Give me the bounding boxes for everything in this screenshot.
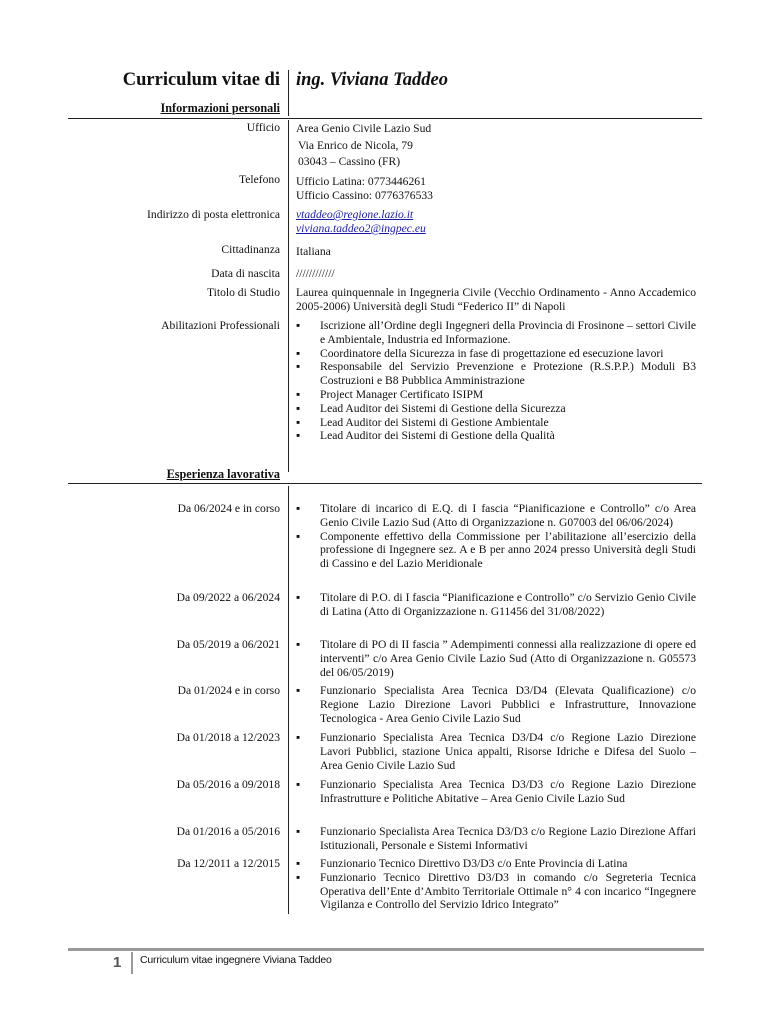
- footer-separator: [131, 952, 133, 974]
- email-link-regione[interactable]: vtaddeo@regione.lazio.it: [296, 208, 414, 221]
- experience-period: Da 01/2024 e in corso: [177, 684, 280, 697]
- abilitazione-item: [296, 347, 696, 361]
- experience-entry: [296, 638, 696, 679]
- section-title-experience: Esperienza lavorativa: [166, 467, 280, 481]
- ufficio-line: Via Enrico de Nicola, 79: [298, 138, 413, 152]
- experience-item-text: Titolare di incarico di E.Q. di I fascia “Pianificazione e Controllo” c/o Area Genio Civile Lazio Sud (Atto di Organizzazione n. G07003 del 06/06/2024): [320, 502, 696, 529]
- experience-item-text: Titolare di P.O. di I fascia “Pianificazione e Controllo” c/o Servizio Genio Civile di Latina (Atto di Organizzazione n. G11456 del 31/08/2022): [320, 591, 696, 618]
- experience-item: [296, 778, 696, 806]
- label-email: Indirizzo di posta elettronica: [147, 208, 280, 221]
- experience-item-text: Funzionario Specialista Area Tecnica D3/D4 c/o Regione Lazio Direzione Lavori Pubblici, stazione Unica appalti, Risorse Idriche e Difesa del Suolo – Area Genio Civile Lazio Sud: [320, 731, 696, 772]
- experience-period: Da 01/2016 a 05/2016: [176, 825, 280, 838]
- list-abilitazioni: [296, 319, 696, 443]
- abilitazione-text: Coordinatore della Sicurezza in fase di progettazione ed esecuzione lavori: [320, 346, 664, 360]
- abilitazione-item: [296, 360, 696, 388]
- label-cittadinanza: Cittadinanza: [221, 243, 280, 256]
- bullet-icon: ▪: [296, 529, 301, 543]
- bullet-icon: ▪: [296, 415, 301, 429]
- abilitazione-text: Project Manager Certificato ISIPM: [320, 387, 484, 401]
- abilitazione-item: [296, 319, 696, 347]
- experience-period: Da 01/2018 a 12/2023: [176, 731, 280, 744]
- abilitazione-item: [296, 429, 696, 443]
- footer-text: Curriculum vitae ingegnere Viviana Taddeo: [140, 954, 332, 966]
- bullet-icon: ▪: [296, 591, 301, 604]
- bullet-icon: ▪: [296, 638, 301, 651]
- column-divider-top: [288, 70, 289, 116]
- experience-entry: [296, 825, 696, 853]
- abilitazione-text: Lead Auditor dei Sistemi di Gestione della Qualità: [320, 429, 555, 443]
- cv-owner-name: ing. Viviana Taddeo: [296, 70, 448, 90]
- ufficio-line: 03043 – Cassino (FR): [298, 155, 401, 168]
- experience-item: [296, 638, 696, 679]
- bullet-icon: ▪: [296, 857, 301, 870]
- cv-title: Curriculum vitae di: [122, 70, 280, 90]
- value-telefono: [296, 175, 696, 203]
- experience-item-text: Componente effettivo della Commissione per l’abilitazione all’esercizio della professione di Ingegnere sez. A e B per anno 2024 presso Università degli Studi di Cassino e del Lazio Meridionale: [320, 529, 696, 571]
- value-ufficio: [296, 121, 696, 171]
- experience-item: [296, 502, 696, 530]
- experience-item: [296, 857, 696, 871]
- experience-item: [296, 825, 696, 853]
- telefono-line: Ufficio Cassino: 0776376533: [296, 189, 433, 202]
- bullet-icon: ▪: [296, 319, 301, 332]
- ufficio-line: Area Genio Civile Lazio Sud: [296, 122, 432, 135]
- section-rule-experience: [68, 483, 702, 484]
- bullet-icon: ▪: [296, 778, 301, 791]
- experience-item-text: Funzionario Tecnico Direttivo D3/D3 in comando c/o Segreteria Tecnica Operativa dell’Ente d’Ambito Territoriale Ottimale n° 4 con incarico “Ingegnere Vigilanza e Controllo del Servizio Idrico Integrato”: [320, 870, 696, 912]
- experience-item: [296, 871, 696, 912]
- bullet-icon: ▪: [296, 825, 301, 838]
- experience-item: [296, 684, 696, 725]
- experience-entry: [296, 857, 696, 912]
- experience-item: [296, 530, 696, 571]
- abilitazione-text: Iscrizione all’Ordine degli Ingegneri della Provincia di Frosinone – settori Civile e Ambientale, Industria ed Informazione.: [320, 319, 696, 346]
- experience-entry: [296, 731, 696, 772]
- experience-item: [296, 591, 696, 619]
- value-email: [296, 208, 696, 236]
- label-telefono: Telefono: [238, 173, 280, 186]
- label-data-nascita: Data di nascita: [211, 267, 280, 280]
- abilitazione-text: Responsabile del Servizio Prevenzione e Protezione (R.S.P.P.) Moduli B3 Costruzioni e B8 Pubblica Amministrazione: [320, 360, 696, 388]
- experience-item-text: Funzionario Tecnico Direttivo D3/D3 c/o Ente Provincia di Latina: [320, 857, 628, 870]
- experience-period: Da 05/2019 a 06/2021: [176, 638, 280, 651]
- experience-entry: [296, 502, 696, 571]
- bullet-icon: ▪: [296, 502, 301, 515]
- label-ufficio: Ufficio: [246, 121, 280, 134]
- value-cittadinanza: Italiana: [296, 245, 331, 258]
- experience-entry: [296, 684, 696, 725]
- experience-item-text: Funzionario Specialista Area Tecnica D3/D4 (Elevata Qualificazione) c/o Regione Lazio Direzione Lavori Pubblici e Infrastrutture, Innovazione Tecnologica - Area Genio Civile Lazio Sud: [320, 684, 696, 725]
- label-abilitazioni: Abilitazioni Professionali: [161, 319, 280, 332]
- experience-item: [296, 731, 696, 772]
- email-link-pec[interactable]: viviana.taddeo2@ingpec.eu: [296, 222, 426, 235]
- experience-period: Da 06/2024 e in corso: [177, 502, 280, 515]
- bullet-icon: ▪: [296, 360, 301, 374]
- section-rule-personal: [68, 118, 702, 119]
- bullet-icon: ▪: [296, 387, 301, 401]
- abilitazione-item: [296, 402, 696, 416]
- telefono-line: Ufficio Latina: 0773446261: [296, 175, 426, 188]
- experience-item-text: Funzionario Specialista Area Tecnica D3/D3 c/o Regione Lazio Direzione Affari Istituzionali, Personale e Sistemi Informativi: [320, 825, 696, 852]
- bullet-icon: ▪: [296, 429, 301, 443]
- value-titolo-studio: Laurea quinquennale in Ingegneria Civile (Vecchio Ordinamento - Anno Accademico 2005-2006) Università degli Studi “Federico II” di Napoli: [296, 286, 696, 313]
- experience-item-text: Funzionario Specialista Area Tecnica D3/D3 c/o Regione Lazio Direzione Infrastrutture e Politiche Abitative – Area Genio Civile Lazio Sud: [320, 778, 696, 805]
- label-titolo-studio: Titolo di Studio: [206, 286, 280, 299]
- column-divider-personal: [288, 120, 289, 472]
- experience-period: Da 12/2011 a 12/2015: [177, 857, 280, 870]
- experience-item-text: Titolare di PO di II fascia ” Adempimenti connessi alla realizzazione di opere ed interventi” c/o Area Genio Civile Lazio Sud (Atto di Organizzazione n. G05573 del 06/05/2019): [320, 638, 696, 679]
- page-number: 1: [113, 954, 122, 971]
- bullet-icon: ▪: [296, 401, 301, 415]
- abilitazione-item: [296, 388, 696, 402]
- experience-entry: [296, 591, 696, 619]
- bullet-icon: ▪: [296, 684, 301, 697]
- bullet-icon: ▪: [296, 731, 301, 744]
- experience-period: Da 09/2022 a 06/2024: [176, 591, 280, 604]
- footer-rule: [68, 948, 704, 951]
- value-data-nascita: ////////////: [296, 267, 335, 280]
- column-divider-experience: [288, 486, 289, 914]
- experience-period: Da 05/2016 a 09/2018: [176, 778, 280, 791]
- bullet-icon: ▪: [296, 870, 301, 884]
- experience-entry: [296, 778, 696, 806]
- abilitazione-item: [296, 416, 696, 430]
- abilitazione-text: Lead Auditor dei Sistemi di Gestione della Sicurezza: [320, 401, 566, 415]
- abilitazione-text: Lead Auditor dei Sistemi di Gestione Ambientale: [320, 415, 549, 429]
- bullet-icon: ▪: [296, 346, 301, 360]
- section-title-personal: Informazioni personali: [160, 101, 280, 115]
